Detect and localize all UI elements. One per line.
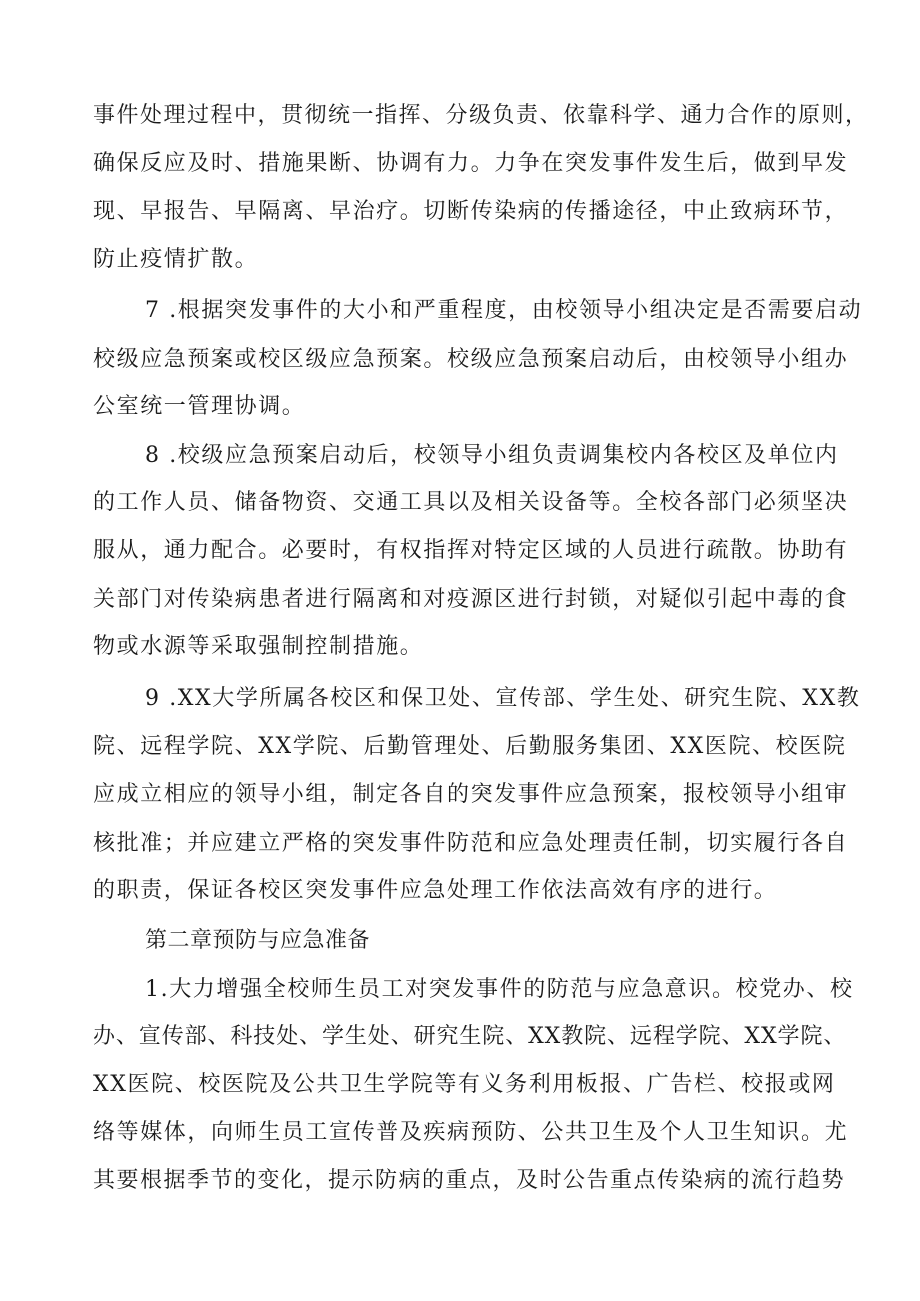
text-line: 核批准；并应建立严格的突发事件防范和应急处理责任制，切实履行各自 [93, 831, 849, 856]
section-item-1: 1.大力增强全校师生员工对突发事件的防范与应急意识。校党办、校 [145, 977, 854, 1002]
text-line: 其要根据季节的变化，提示防病的重点，及时公告重点传染病的流行趋势 [93, 1168, 846, 1193]
section-item-8: 8 .校级应急预案启动后，校领导小组负责调集校内各校区及单位内 [145, 443, 839, 468]
text-line: 办、宣传部、科技处、学生处、研究生院、XX教院、远程学院、XX学院、 [93, 1024, 847, 1049]
text-line: 服从，通力配合。必要时，有权指挥对特定区域的人员进行疏散。协助有 [93, 538, 849, 563]
section-item-9: 9 .XX大学所属各校区和保卫处、宣传部、学生处、研究生院、XX教 [145, 686, 861, 711]
text-line: 防止疫情扩散。 [93, 247, 259, 272]
text-line: 络等媒体，向师生员工宣传普及疾病预防、公共卫生及个人卫生知识。尤 [93, 1120, 849, 1145]
text-line: 的职责，保证各校区突发事件应急处理工作依法高效有序的进行。 [93, 878, 778, 903]
text-line: 公室统一管理协调。 [93, 394, 306, 419]
text-line: 确保反应及时、措施果断、协调有力。力争在突发事件发生后，做到早发 [93, 151, 849, 176]
text-line: 现、早报告、早隔离、早治疗。切断传染病的传播途径，中止致病环节， [93, 199, 849, 224]
text-line: 关部门对传染病患者进行隔离和对疫源区进行封锁，对疑似引起中毒的食 [93, 587, 849, 612]
text-line: 事件处理过程中，贯彻统一指挥、分级负责、依靠科学、通力合作的原则， [93, 103, 869, 128]
section-item-7: 7 .根据突发事件的大小和严重程度，由校领导小组决定是否需要启动 [145, 298, 863, 323]
text-line: 院、远程学院、XX学院、后勤管理处、后勤服务集团、XX医院、校医院 [93, 734, 847, 759]
text-line: 物或水源等采取强制控制措施。 [93, 634, 424, 659]
chapter-heading: 第二章预防与应急准备 [145, 928, 371, 953]
text-line: 的工作人员、储备物资、交通工具以及相关设备等。全校各部门必须坚决 [93, 490, 849, 515]
text-line: 应成立相应的领导小组，制定各自的突发事件应急预案，报校领导小组审 [93, 782, 849, 807]
text-line: XX医院、校医院及公共卫生学院等有义务利用板报、广告栏、校报或网 [93, 1072, 836, 1097]
text-line: 校级应急预案或校区级应急预案。校级应急预案启动后，由校领导小组办 [93, 347, 849, 372]
